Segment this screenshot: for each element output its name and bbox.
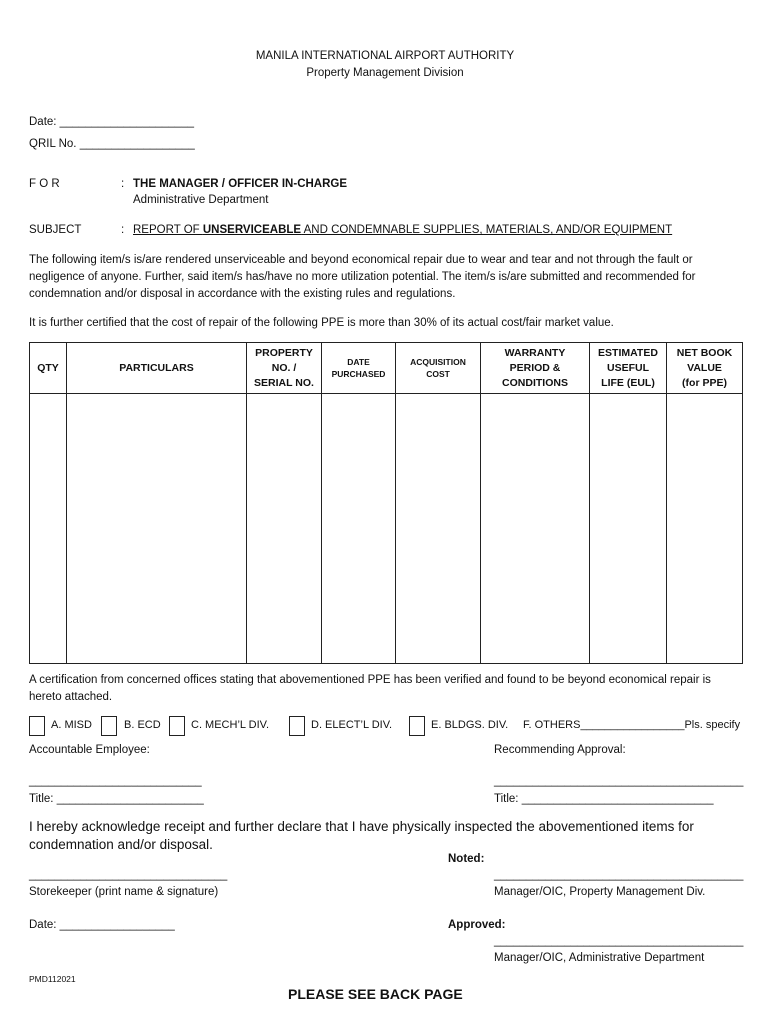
others-field[interactable]: F. OTHERS_________________Pls. specify [523, 719, 741, 731]
col-particulars: PARTICULARS [67, 343, 247, 394]
date-field[interactable]: Date: _____________________ [29, 116, 194, 128]
recommending-approval-label: Recommending Approval: [494, 744, 626, 756]
for-colon: : [121, 178, 125, 190]
cell-acquisition-cost[interactable] [396, 394, 481, 664]
cell-date-purchased[interactable] [322, 394, 396, 664]
subject-bold: UNSERVICEABLE [202, 224, 302, 236]
col-eul: ESTIMATED USEFUL LIFE (EUL) [590, 343, 667, 394]
subject-label: SUBJECT [29, 224, 82, 236]
label-misd: A. MISD [51, 719, 92, 731]
noted-title: Manager/OIC, Property Management Div. [494, 886, 706, 898]
approved-signature-line[interactable]: _______________________________________ [494, 935, 744, 947]
cell-property-no[interactable] [247, 394, 322, 664]
recommending-title-field[interactable]: Title: ______________________________ [494, 793, 714, 805]
back-page-notice: PLEASE SEE BACK PAGE [288, 986, 463, 1002]
subject-value [133, 224, 672, 236]
certification-note: A certification from concerned offices stating that abovementioned PPE has been verified and found to be beyond economical repair is hereto attached. [29, 674, 711, 703]
form-code: PMD112021 [29, 974, 76, 984]
table-row [30, 394, 743, 664]
checkbox-electl[interactable] [289, 716, 305, 736]
cell-warranty[interactable] [481, 394, 590, 664]
col-qty: QTY [30, 343, 67, 394]
storekeeper-signature-line[interactable]: _______________________________ [29, 869, 228, 881]
certification-paragraph: It is further certified that the cost of repair of the following PPE is more than 30% of its actual cost/fair market value. [29, 317, 614, 329]
approved-title: Manager/OIC, Administrative Department [494, 952, 705, 964]
acknowledgement-text: I hereby acknowledge receipt and further declare that I have physically inspected the abovementioned items for condemnation and/or disposal. [29, 819, 694, 852]
for-department: Administrative Department [133, 194, 269, 206]
for-label: F O R [29, 178, 60, 190]
checkbox-ecd[interactable] [101, 716, 117, 736]
col-property-no: PROPERTY NO. / SERIAL NO. [247, 343, 322, 394]
label-electl: D. ELECT’L DIV. [311, 719, 393, 731]
cell-particulars[interactable] [67, 394, 247, 664]
col-date-purchased: DATE PURCHASED [322, 343, 396, 394]
label-ecd: B. ECD [124, 719, 161, 731]
subject-part1: REPORT OF [133, 224, 203, 236]
accountable-signature-line[interactable]: ___________________________ [29, 775, 202, 787]
subject-part2: AND CONDEMNABLE SUPPLIES, MATERIALS, AND/OR EQUIPMENT [301, 224, 673, 236]
col-acquisition-cost: ACQUISITION COST [396, 343, 481, 394]
recommending-signature-line[interactable]: _______________________________________ [494, 775, 744, 787]
cell-qty[interactable] [30, 394, 67, 664]
division-name: Property Management Division [306, 67, 464, 79]
checkbox-mechl[interactable] [169, 716, 185, 736]
storekeeper-label: Storekeeper (print name & signature) [29, 886, 219, 898]
for-value: THE MANAGER / OFFICER IN-CHARGE [133, 178, 348, 190]
checkbox-misd[interactable] [29, 716, 45, 736]
cell-eul[interactable] [590, 394, 667, 664]
noted-signature-line[interactable]: _______________________________________ [494, 869, 744, 881]
subject-colon: : [121, 224, 125, 236]
approved-label: Approved: [448, 919, 506, 931]
col-warranty: WARRANTY PERIOD & CONDITIONS [481, 343, 590, 394]
intro-paragraph: The following item/s is/are rendered unserviceable and beyond economical repair due to wear and tear and not through the fault or negligence of anyone. Further, said item/s has/have no more utilization potential. The item/s is/are submitted and recommended for condemnation and/or disposal in accordance with the existing rules and regulations. [29, 254, 696, 300]
cell-net-book-value[interactable] [667, 394, 743, 664]
qril-field[interactable]: QRIL No. __________________ [29, 138, 195, 150]
noted-label: Noted: [448, 853, 485, 865]
accountable-employee-label: Accountable Employee: [29, 744, 150, 756]
ppe-table [29, 342, 743, 664]
accountable-title-field[interactable]: Title: _______________________ [29, 793, 204, 805]
org-name: MANILA INTERNATIONAL AIRPORT AUTHORITY [255, 50, 515, 62]
table-header-row [30, 343, 743, 394]
checkbox-bldgs[interactable] [409, 716, 425, 736]
label-mechl: C. MECH’L DIV. [191, 719, 270, 731]
col-net-book-value: NET BOOK VALUE (for PPE) [667, 343, 743, 394]
label-bldgs: E. BLDGS. DIV. [431, 719, 509, 731]
storekeeper-date-field[interactable]: Date: __________________ [29, 919, 175, 931]
